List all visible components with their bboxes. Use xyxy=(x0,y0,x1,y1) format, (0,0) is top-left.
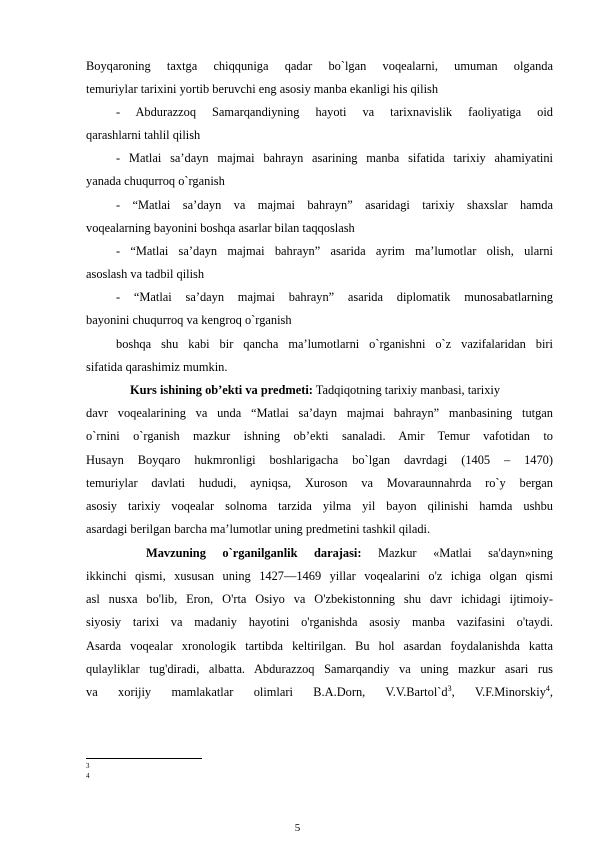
text-line: Husayn Boyqaro hukmronligi boshlarigacha bo`lgan davrdagi (1405 – 1470) xyxy=(86,453,553,467)
text-line: temuriylar davlati hududi, ayniqsa, Xuroson va Movaraunnahrda ro`y bergan xyxy=(86,476,553,490)
section-paragraph-start xyxy=(130,382,553,398)
footnote-ref[interactable]: 4 xyxy=(545,683,550,693)
text-line: ikkinchi qismi, xususan uning 1427—1469 yillar voqealarini o'z ichiga olgan qismi xyxy=(86,569,553,583)
list-item: - Abdurazzoq Samarqandiyning hayoti va tarixnavislik faoliyatiga oid xyxy=(116,105,553,119)
section-paragraph-start xyxy=(146,545,553,561)
text-run: , V.F.Minorskiy xyxy=(451,685,546,699)
text-line: temuriylar tarixini yortib beruvchi eng asosiy manba ekanligi his qilish xyxy=(86,82,439,96)
text-line: qarashlarni tahlil qilish xyxy=(86,128,201,142)
section-heading: Kurs ishining ob’ekti va predmeti: xyxy=(130,383,313,397)
text-run: va xorijiy mamlakatlar olimlari B.A.Dorn, V.V.Bartol`d xyxy=(86,685,448,699)
text-line: boshqa shu kabi bir qancha ma’lumotlarni o`rganishni o`z vazifalaridan biri xyxy=(116,337,553,351)
text-line: o`rnini o`rganish mazkur ishning ob’ekti sanaladi. Amir Temur vafotidan to xyxy=(86,429,553,443)
text-line: asosiy tarixiy voqealar solnoma tarzida yilma yil bayon qilinishi hamda ushbu xyxy=(86,499,553,513)
text-line: sifatida qarashimiz mumkin. xyxy=(86,360,228,374)
text-line: bayonini chuqurroq va kengroq o`rganish xyxy=(86,313,292,327)
section-heading: Mavzuning o`rganilganlik darajasi: xyxy=(146,546,362,560)
page-number: 5 xyxy=(294,822,301,834)
text-run: Tadqiqotning tarixiy manbasi, tarixiy xyxy=(312,383,501,397)
text-line: qulayliklar tug'diradi, albatta. Abdurazzoq Samarqandiy va uning mazkur asari rus xyxy=(86,662,553,676)
text-line: siyosiy tarixi va madaniy hayotini o'rganishda asosiy manba vazifasini o'taydi. xyxy=(86,615,553,629)
footnote-number: 4 xyxy=(86,772,90,780)
list-item: - “Matlai sa’dayn va majmai bahrayn” asaridagi tarixiy shaxslar hamda xyxy=(116,198,553,212)
text-line: voqealarning bayonini boshqa asarlar bilan taqqoslash xyxy=(86,221,355,235)
text-run: Mazkur «Matlai sa'dayn»ning xyxy=(361,546,553,560)
list-item: - “Matlai sa’dayn majmai bahrayn” asarida diplomatik munosabatlarning xyxy=(116,290,553,304)
text-line: asl nusxa bo'lib, Eron, O'rta Osiyo va O'zbekistonning shu davr ichidagi ijtimoiy- xyxy=(86,592,553,606)
text-line: yanada chuqurroq o`rganish xyxy=(86,174,225,188)
text-line: Asarda voqealar xronologik tartibda keltirilgan. Bu hol asardan foydalanishda katta xyxy=(86,639,553,653)
text-line: davr voqealarining va unda “Matlai sa’dayn majmai bahrayn” manbasining tutgan xyxy=(86,406,553,420)
list-item: - Matlai sa’dayn majmai bahrayn asarining manba sifatida tarixiy ahamiyatini xyxy=(116,151,553,165)
text-run: , xyxy=(549,685,554,699)
footnote-divider xyxy=(86,758,202,759)
footnote-number: 3 xyxy=(86,762,90,770)
text-line xyxy=(86,684,553,700)
list-item: - “Matlai sa’dayn majmai bahrayn” asarida ayrim ma’lumotlar olish, ularni xyxy=(116,244,553,258)
text-line: asardagi berilgan barcha ma’lumotlar uning predmetini tashkil qiladi. xyxy=(86,522,431,536)
text-line: asoslash va tadbil qilish xyxy=(86,267,205,281)
footnote-ref[interactable]: 3 xyxy=(447,683,452,693)
text-line: Boyqaroning taxtga chiqquniga qadar bo`lgan voqealarni, umuman olganda xyxy=(86,59,553,73)
